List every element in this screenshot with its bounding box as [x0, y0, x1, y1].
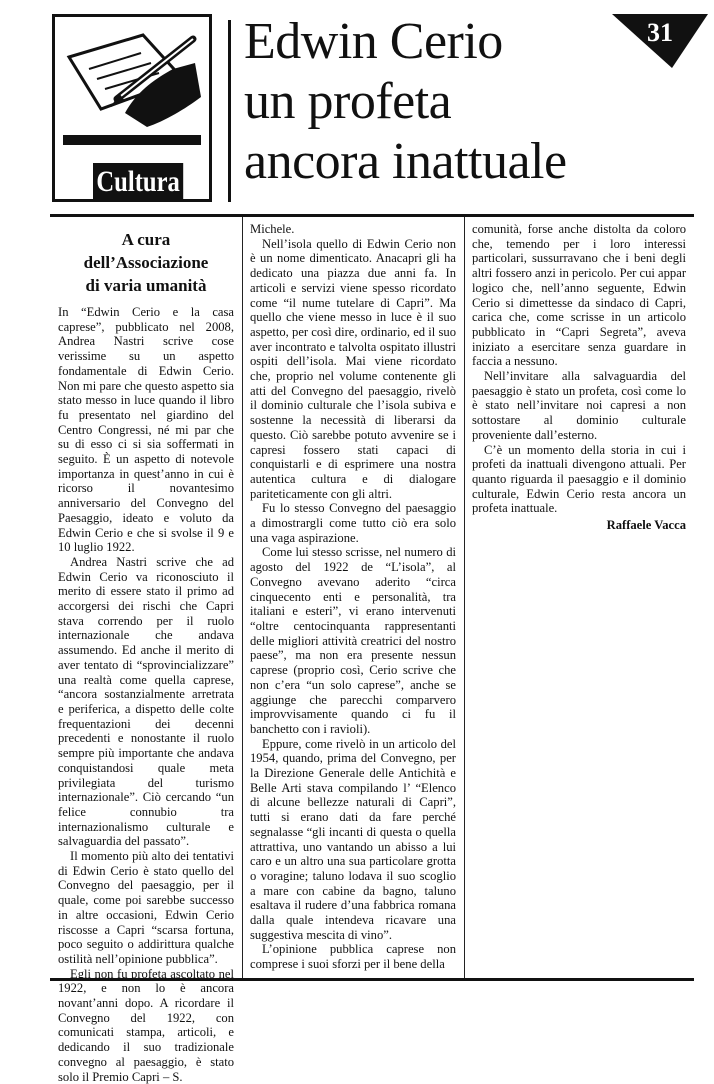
paragraph: Nell’isola quello di Edwin Cerio non è un nome dimenticato. Anacapri gli ha dedicato una piazza due anni fa. In articoli e servizi viene spesso ricordato come “il nume tutelare di Capri”. Ma quello che viene messo in luce è il suo aspetto, per così dire, ordinario, ed il suo aver incontrato e talvolta ospitato illustri ospiti dell’isola. Mai viene ricordato che, proprio nel volume contenente gli atti del Convegno del paesaggio, rivelò il dominio culturale che l’isola subiva e sostenne la necessità di liberarsi da questo. Ciò sarebbe potuto avvenire se i capresi fossero stati capaci di conquistarli e di esprimere una nostra autentica cultura e di dialogare pariteticamente con gli altri.	[250, 236, 456, 501]
paragraph: Nell’invitare alla salvaguardia del paesaggio è stato un profeta, così come lo è stato nell’invitare noi capresi a non sottostare al dominio culturale proveniente dall’esterno.	[472, 369, 686, 442]
rubric-label: Cultura	[93, 163, 183, 201]
headline-line: Edwin Cerio	[244, 13, 503, 70]
headline-line: ancora inattuale	[244, 133, 567, 190]
column-divider	[464, 217, 465, 978]
heading-line: dell’Associazione	[83, 253, 209, 272]
paragraph: Come lui stesso scrisse, nel numero di agosto del 1922 de “L’isola”, al Convegno avevano aderito “circa cinquecento enti e personalità, tra italiani e esteri”, vi erano intervenuti “oltre centocinquanta rappresentanti delle migliori attività creatrici del nostro paese”, ma non era presente nessun caprese (proprio così, Cerio scrive che non c’era “un solo caprese”, anche se aggiunge che parecchi comparvero improvvisamente quando ci fu il banchetto con i ravioli).	[250, 545, 456, 736]
paragraph: In “Edwin Cerio e la casa caprese”, pubblicato nel 2008, Andrea Nastri scrive cose verissime su un aspetto fondamentale di Edwin Cerio. Non mi pare che questo aspetto sia stato messo in luce quando il libro fu presentato nel giardino del Centro Congressi, né mi par che su di esso ci si sia soffermati in seguito. È un aspetto di notevole importanza in quest’anno in cui è ricorso il novantesimo anniversario del Convegno del Paesaggio, ideato e voluto da Edwin Cerio e che si svolse il 9 e 10 luglio 1922.	[58, 305, 234, 555]
paragraph: Eppure, come rivelò in un articolo del 1954, quando, prima del Convegno, per la Direzione Generale delle Antichità e Belle Arti stava compilando l’ “Elenco di alcune bellezze naturali di Capri”, tutti si erano dati da fare perché segnalasse “gli incanti di questa o quella attrattiva, uno vantando un abisso a lui caro e un altro una sua particolare grotta o voragine; taluno lodava il suo scoglio a mare con cabine da bagno, taluno esaltava il rudere d’una fabbrica romana dalla quale intendeva ricavare una suggestiva mescita di vino”.	[250, 736, 456, 942]
article-column-1	[58, 222, 234, 1084]
paragraph: Michele.	[250, 222, 295, 236]
article-column-2	[250, 222, 456, 972]
hand-writing-icon	[55, 17, 209, 157]
headline	[244, 12, 624, 192]
paragraph: comunità, forse anche distolta da coloro che, temendo per i loro interessi particolari, sussurravano che i beni degli altri fossero anzi in pericolo. Per cui appar logico che, nell’anno seguente, Edwin Cerio si dimettesse da sindaco di Capri, carica che, come scrisse in un articolo pubblicato in “Capri Segreta”, aveva iniziato a esercitare senza guardare in faccia a nessuno.	[472, 222, 687, 369]
heading-line: A cura	[121, 230, 171, 249]
section-heading	[58, 228, 234, 297]
page-number: 31	[647, 18, 673, 47]
paragraph: C’è un momento della storia in cui i profeti da inattuali divengono attuali. Per quanto riguarda il paesaggio e il dominio culturale, Edwin Cerio resta ancora un profeta inattuale.	[472, 442, 686, 516]
rubric-logo	[52, 14, 212, 202]
paragraph: Fu lo stesso Convegno del paesaggio a dimostrargli come tutto ciò era solo una vaga aspirazione.	[250, 501, 456, 545]
heading-line: di varia umanità	[85, 276, 207, 295]
paragraph: Egli non fu profeta ascoltato nel 1922, e non lo è ancora novant’anni dopo. A ricordare il Convegno del 1922, con comunicati stampa, articoli, e dedicando il suo tradizionale convegno al paesaggio, è stato solo il Premio Capri – S.	[58, 966, 234, 1084]
paragraph: Il momento più alto dei tentativi di Edwin Cerio è stato quello del Convegno del paesaggio, per il quale, come poi sarebbe successo in altre occasioni, Edwin Cerio riscosse a Capri “scarsa fortuna, poco seguito o addirittura qualche ostilità nell’opinione pubblica”.	[58, 849, 234, 966]
author-signature: Raffaele Vacca	[606, 518, 686, 533]
header-divider	[228, 20, 231, 202]
paragraph: L’opinione pubblica caprese non comprese i suoi sforzi per il bene della	[250, 942, 456, 972]
column-divider	[242, 217, 243, 978]
paragraph: Andrea Nastri scrive che ad Edwin Cerio va riconosciuto il merito di essere stato il primo ad accorgersi dei rischi che Capri stava correndo per il ruolo internazionale che andava assumendo. Ed anche il merito di aver tentato di “sprovincializzare” una realtà come quella caprese, “ancora sostanzialmente arretrata e periferica, a dispetto delle colte frequentazioni dei decenni precedenti e nonostante il ruolo sempre più importante che andava conquistandosi quale meta privilegiata del turismo internazionale”. Ciò cercando “un felice connubio tra internazionalismo culturale e salvaguardia del passato”.	[58, 554, 234, 849]
top-rule	[50, 214, 694, 217]
article-column-3	[472, 222, 686, 533]
headline-line: un profeta	[244, 73, 452, 130]
